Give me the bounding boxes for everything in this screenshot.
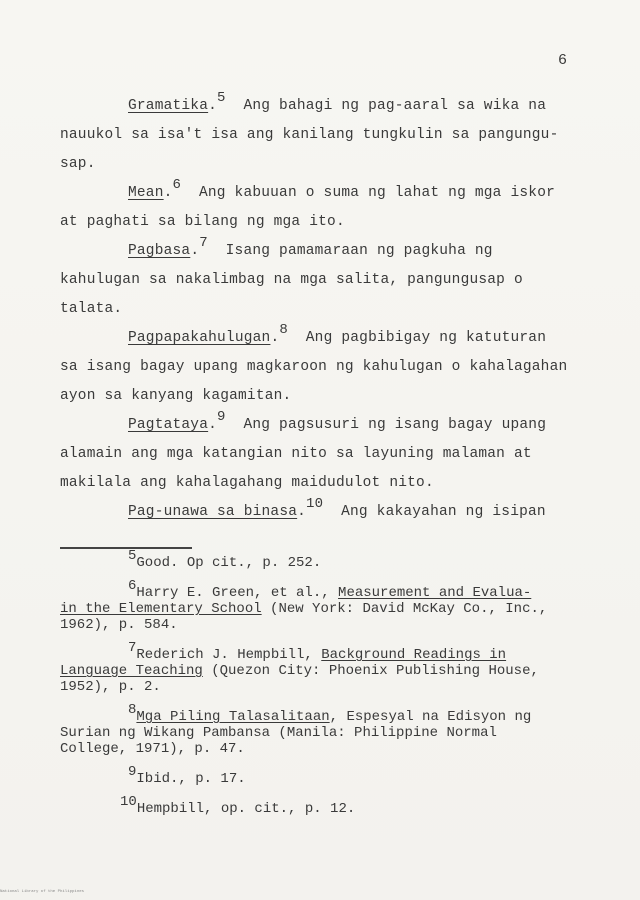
footnote-text: (New York: David McKay Co., Inc., xyxy=(261,601,548,617)
footnote-number: 6 xyxy=(128,578,137,594)
definition-line: sa isang bagay upang magkaroon ng kahulugan o kahalagahan xyxy=(60,359,568,375)
footnote-text: Ibid., p. 17. xyxy=(136,771,246,787)
footnote-title: Measurement and Evalua- xyxy=(338,585,532,601)
term-pagbasa: Pagbasa xyxy=(128,243,191,259)
definition-entry: Pag-unawa sa binasa.$^{10}$ Ang kakayahan ng isipan xyxy=(128,496,546,520)
definition-line: nauukol sa isa't isa ang kanilang tungkulin sa pangungu- xyxy=(60,127,559,143)
definition-line: sap. xyxy=(60,156,96,172)
footnote-title: in the Elementary School xyxy=(60,601,262,617)
footnote-number: 7 xyxy=(128,640,137,656)
definition-text: Ang pagsusuri ng isang bagay upang xyxy=(243,417,547,433)
footnote-title: Language Teaching xyxy=(60,663,203,679)
footnote-text: , Espesyal na Edisyon ng xyxy=(329,709,532,725)
footnote-ref: 5 xyxy=(217,90,226,107)
footnote-number: 8 xyxy=(128,702,137,718)
definitions-body xyxy=(60,92,580,527)
footnotes xyxy=(60,548,600,831)
footnote-title: Background Readings in xyxy=(321,647,507,663)
footnote-ref: 7 xyxy=(199,235,208,252)
footnote-divider xyxy=(60,547,192,549)
definition-line: talata. xyxy=(60,301,123,317)
footnote-number: 9 xyxy=(128,764,137,780)
definition-line: kahulugan sa nakalimbag na mga salita, pangungusap o xyxy=(60,272,523,288)
footnote-title: Mga Piling Talasalitaan xyxy=(136,709,330,725)
definition-text: Ang bahagi ng pag-aaral sa wika na xyxy=(243,98,547,114)
footnote xyxy=(60,578,600,633)
footnote-text: Surian ng Wikang Pambansa (Manila: Philippine Normal xyxy=(60,725,497,741)
definition-entry: Pagbasa.$^7$ Isang pamamaraan ng pagkuha ng kahulugan sa nakalimbag na mga salita, pangungusap o talata. xyxy=(60,237,580,324)
footnote-text: (Quezon City: Phoenix Publishing House, xyxy=(202,663,539,679)
scan-footer: National Library of the Philippines xyxy=(0,890,85,894)
footnote-text: Rederich J. Hempbill, xyxy=(136,647,322,663)
definition-text: Ang kakayahan ng isipan xyxy=(341,504,546,520)
footnote-number: 5 xyxy=(128,548,137,564)
term-gramatika: Gramatika xyxy=(128,98,209,114)
term-pagpapakahulugan: Pagpapakahulugan xyxy=(128,330,271,346)
term-pagtataya: Pagtataya xyxy=(128,417,209,433)
definition-line: at paghati sa bilang ng mga ito. xyxy=(60,214,345,230)
footnote xyxy=(60,702,600,757)
definition-line: ayon sa kanyang kagamitan. xyxy=(60,388,292,404)
page-number: 6 xyxy=(558,52,568,69)
definition-text: Ang kabuuan o suma ng lahat ng mga iskor xyxy=(198,185,555,201)
footnote xyxy=(60,640,600,695)
footnote-text: Good. Op cit., p. 252. xyxy=(136,555,322,571)
footnote-text: Hempbill, op. cit., p. 12. xyxy=(136,801,356,817)
footnote xyxy=(60,794,600,817)
footnote-ref: 6 xyxy=(172,177,182,194)
term-pag-unawa-sa-binasa: Pag-unawa sa binasa xyxy=(128,504,298,520)
definition-entry: Pagpapakahulugan.$^8$ Ang pagbibigay ng katuturan sa isang bagay upang magkaroon ng kahulugan o kahalagahan ayon sa kanyang kagamitan. xyxy=(60,324,580,411)
term-mean: Mean xyxy=(128,185,164,201)
footnote xyxy=(60,548,600,571)
definition-line: makilala ang kahalagahang maidudulot nito. xyxy=(60,475,434,491)
definition-entry: Gramatika.$^5$ Ang bahagi ng pag-aaral sa wika na nauukol sa isa't isa ang kanilang tungkulin sa pangungu- sap. xyxy=(60,92,580,179)
footnote-ref: 9 xyxy=(217,409,226,426)
definition-line: alamain ang mga katangian nito sa layuning malaman at xyxy=(60,446,532,462)
footnote-ref: 8 xyxy=(279,322,288,339)
footnote-text: College, 1971), p. 47. xyxy=(60,741,245,757)
footnote-number: 10 xyxy=(120,794,137,810)
definition-entry: Mean.$^6$ Ang kabuuan o suma ng lahat ng mga iskor at paghati sa bilang ng mga ito. xyxy=(60,179,580,237)
footnote-text: 1962), p. 584. xyxy=(60,617,178,633)
definition-text: Ang pagbibigay ng katuturan xyxy=(305,330,547,346)
footnote-text: Harry E. Green, et al., xyxy=(136,585,339,601)
footnote-ref: 10 xyxy=(306,496,324,513)
footnote-text: 1952), p. 2. xyxy=(60,679,161,695)
definition-entry: Pagtataya.$^9$ Ang pagsusuri ng isang bagay upang alamain ang mga katangian nito sa layuning malaman at makilala ang kahalagahang maidudulot nito. xyxy=(60,411,580,498)
footnote xyxy=(60,764,600,787)
definition-text: Isang pamamaraan ng pagkuha ng xyxy=(225,243,493,259)
